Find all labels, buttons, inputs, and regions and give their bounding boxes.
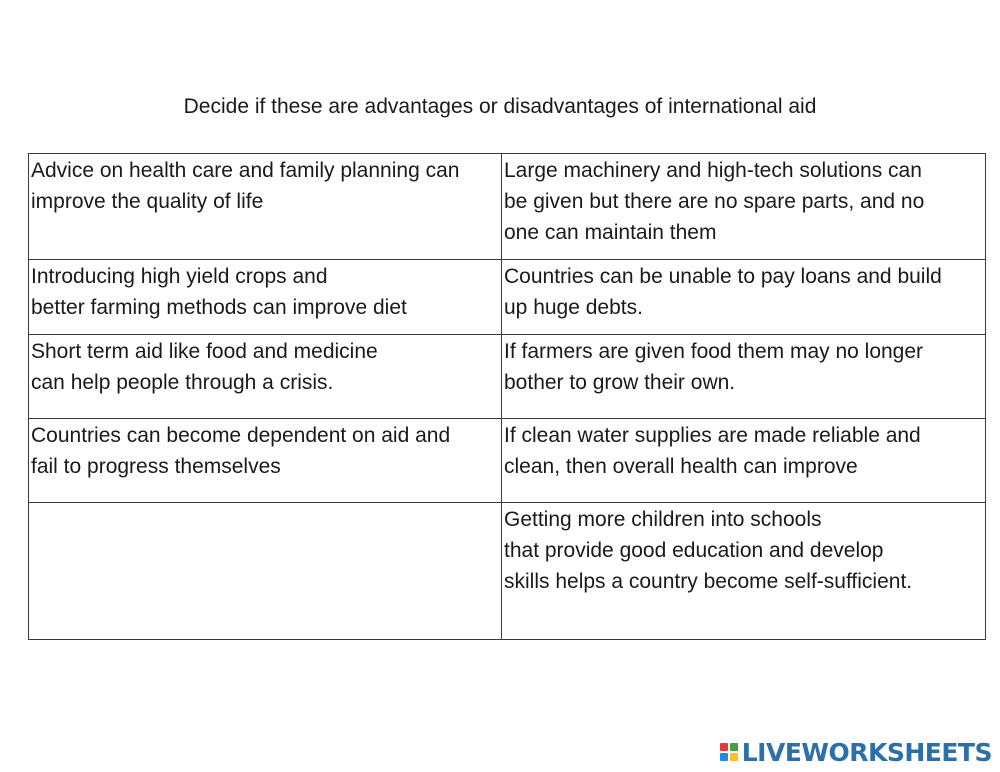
table-row [29, 335, 986, 419]
statement-line: be given but there are no spare parts, and no [504, 190, 925, 213]
statement-cell-left[interactable] [29, 260, 502, 335]
statement-cell-left[interactable] [29, 335, 502, 419]
statement-line: bother to grow their own. [504, 371, 736, 394]
statement-line: Countries can become dependent on aid and [31, 424, 451, 447]
liveworksheets-logo [720, 738, 992, 766]
statement-line: Introducing high yield crops and [31, 265, 328, 288]
liveworksheets-blocks-icon [720, 743, 738, 761]
table-row [29, 503, 986, 640]
statement-cell-right[interactable] [502, 503, 986, 640]
statement-cell-right[interactable] [502, 260, 986, 335]
table-row [29, 419, 986, 503]
statement-line: If clean water supplies are made reliable and [504, 424, 921, 447]
statement-line: Getting more children into schools [504, 508, 822, 531]
statement-line: one can maintain them [504, 221, 717, 244]
statement-cell-left[interactable] [29, 154, 502, 260]
page-title: Decide if these are advantages or disadvantages of international aid [183, 95, 817, 118]
statement-cell-left[interactable] [29, 419, 502, 503]
statement-line: Short term aid like food and medicine [31, 340, 378, 363]
statement-line: Advice on health care and family planning can [31, 159, 460, 182]
statement-line: can help people through a crisis. [31, 371, 334, 394]
statement-line: improve the quality of life [31, 190, 264, 213]
statement-line: that provide good education and develop [504, 539, 884, 562]
statement-line: fail to progress themselves [31, 455, 281, 478]
table-row [29, 260, 986, 335]
statement-line: Large machinery and high-tech solutions can [504, 159, 922, 182]
logo-block-yellow [730, 753, 738, 761]
table-row [29, 154, 986, 260]
statement-line: clean, then overall health can improve [504, 455, 858, 478]
statement-cell-right[interactable] [502, 154, 986, 260]
logo-block-blue [720, 753, 728, 761]
statement-line: up huge debts. [504, 296, 643, 319]
logo-block-green [730, 743, 738, 751]
statement-line: better farming methods can improve diet [31, 296, 407, 319]
brand-name: LIVEWORKSHEETS [741, 737, 992, 767]
empty-drop-cell[interactable] [29, 503, 502, 640]
statement-line: If farmers are given food them may no longer [504, 340, 924, 363]
statement-cell-right[interactable] [502, 335, 986, 419]
logo-block-red [720, 743, 728, 751]
statement-line: Countries can be unable to pay loans and build [504, 265, 942, 288]
statement-cell-right[interactable] [502, 419, 986, 503]
statement-line: skills helps a country become self-sufficient. [504, 570, 913, 593]
aid-statements-table [28, 153, 986, 640]
